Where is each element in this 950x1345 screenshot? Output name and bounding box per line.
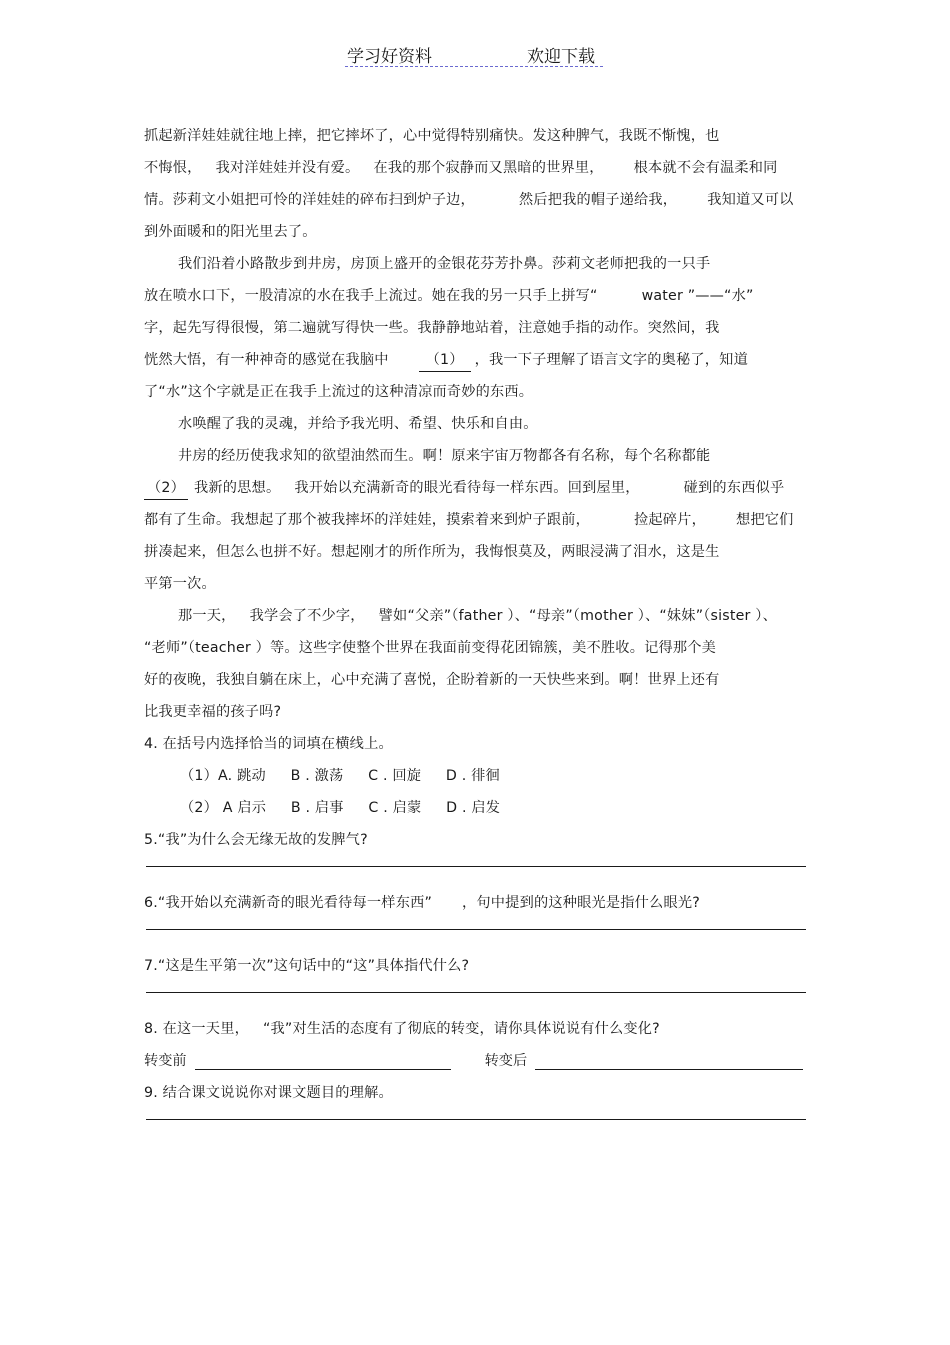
text: 捡起碎片， bbox=[634, 512, 706, 528]
text: 我们沿着小路散步到井房，房顶上盛开的金银花芬芳扑鼻。莎莉文老师把我的一只手 bbox=[178, 256, 711, 272]
option[interactable]: B . 激荡 bbox=[290, 768, 344, 784]
question-4-stem: 4. 在括号内选择恰当的词填在横线上。 bbox=[144, 736, 393, 752]
text: 到外面暖和的阳光里去了。 bbox=[144, 224, 317, 240]
option[interactable]: D . 启发 bbox=[446, 800, 501, 816]
text: 水唤醒了我的灵魂，并给予我光明、希望、快乐和自由。 bbox=[178, 416, 538, 432]
option[interactable]: C . 启蒙 bbox=[368, 800, 422, 816]
text: 井房的经历使我求知的欲望油然而生。啊！原来宇宙万物都各有名称，每个名称都能 bbox=[178, 448, 711, 464]
passage-line bbox=[144, 504, 814, 536]
document-body bbox=[144, 120, 814, 1140]
text: 根本就不会有温柔和同 bbox=[633, 160, 778, 176]
passage-line bbox=[144, 472, 814, 504]
passage-line bbox=[144, 408, 814, 440]
text: ，句中提到的这种眼光是指什么眼光? bbox=[462, 895, 700, 911]
before-answer-line[interactable] bbox=[195, 1053, 451, 1070]
answer-line-5[interactable] bbox=[146, 866, 806, 867]
text: 譬如“父亲”（father ）、“母亲”（mother ）、“妹妹”（sister ）、 bbox=[378, 608, 777, 624]
text: 都有了生命。我想起了那个被我摔坏的洋娃娃，摸索着来到炉子跟前， bbox=[144, 512, 591, 528]
option[interactable]: B . 启事 bbox=[290, 800, 344, 816]
passage-line bbox=[144, 664, 814, 696]
before-label: 转变前 bbox=[144, 1053, 187, 1069]
question-8-answers bbox=[144, 1045, 814, 1077]
option[interactable]: （1）A. 跳动 bbox=[180, 768, 266, 784]
text: 6.“我开始以充满新奇的眼光看待每一样东西” bbox=[144, 895, 433, 911]
passage-line bbox=[144, 536, 814, 568]
passage-line bbox=[144, 376, 814, 408]
passage-line bbox=[144, 248, 814, 280]
option[interactable]: （2） A 启示 bbox=[180, 800, 267, 816]
text: 那一天， bbox=[178, 608, 236, 624]
question-4-options-2 bbox=[144, 792, 814, 824]
text: 然后把我的帽子递给我， bbox=[518, 192, 678, 208]
text: 在我的那个寂静而又黑暗的世界里， bbox=[373, 160, 604, 176]
text: 我对洋娃娃并没有爱。 bbox=[215, 160, 360, 176]
passage-line bbox=[144, 344, 814, 376]
option[interactable]: C . 回旋 bbox=[368, 768, 422, 784]
text: 放在喷水口下，一股清凉的水在我手上流过。她在我的另一只手上拼写“ bbox=[144, 288, 598, 304]
text: “我”对生活的态度有了彻底的转变，请你具体说说有什么变化? bbox=[262, 1021, 660, 1037]
text: 想把它们 bbox=[735, 512, 794, 528]
passage-line bbox=[144, 184, 814, 216]
passage-line bbox=[144, 120, 814, 152]
answer-line-6[interactable] bbox=[146, 929, 806, 930]
text: ，我一下子理解了语言文字的奥秘了，知道 bbox=[474, 352, 748, 368]
text: 比我更幸福的孩子吗? bbox=[144, 704, 282, 720]
header-right-text: 欢迎下载 bbox=[527, 47, 595, 67]
text: “老师”（teacher ）等。这些字使整个世界在我面前变得花团锦簇，美不胜收。记得那个美 bbox=[144, 640, 717, 656]
passage-line bbox=[144, 216, 814, 248]
text: 恍然大悟，有一种神奇的感觉在我脑中 bbox=[144, 352, 389, 368]
text: 抓起新洋娃娃就往地上摔，把它摔坏了，心中觉得特别痛快。发这种脾气，我既不惭愧，也 bbox=[144, 128, 720, 144]
text: 我知道又可以 bbox=[707, 192, 794, 208]
question-6 bbox=[144, 887, 814, 919]
header-left-text: 学习好资料 bbox=[347, 47, 432, 67]
passage-line bbox=[144, 440, 814, 472]
passage-line bbox=[144, 280, 814, 312]
passage-line bbox=[144, 696, 814, 728]
text: 字，起先写得很慢，第二遍就写得快一些。我静静地站着，注意她手指的动作。突然间，我 bbox=[144, 320, 720, 336]
text: 我学会了不少字， bbox=[249, 608, 365, 624]
passage-line bbox=[144, 632, 814, 664]
passage-line bbox=[144, 600, 814, 632]
question-4-options-1 bbox=[144, 760, 814, 792]
question-9: 9. 结合课文说说你对课文题目的理解。 bbox=[144, 1085, 393, 1101]
text: 了“水”这个字就是正在我手上流过的这种清凉而奇妙的东西。 bbox=[144, 384, 534, 400]
passage-line bbox=[144, 312, 814, 344]
text: 平第一次。 bbox=[144, 576, 216, 592]
passage-line bbox=[144, 568, 814, 600]
text: 碰到的东西似乎 bbox=[683, 480, 785, 496]
passage-line bbox=[144, 152, 814, 184]
question-8 bbox=[144, 1013, 814, 1045]
question-7: 7.“这是生平第一次”这句话中的“这”具体指代什么? bbox=[144, 958, 470, 974]
answer-line-9[interactable] bbox=[146, 1119, 806, 1120]
after-answer-line[interactable] bbox=[535, 1053, 803, 1070]
option[interactable]: D . 徘徊 bbox=[445, 768, 500, 784]
text: 情。莎莉文小姐把可怜的洋娃娃的碎布扫到炉子边， bbox=[144, 192, 475, 208]
text: 我新的思想。 bbox=[194, 480, 281, 496]
answer-line-7[interactable] bbox=[146, 992, 806, 993]
question-5: 5.“我”为什么会无缘无故的发脾气? bbox=[144, 832, 368, 848]
page-header bbox=[345, 40, 603, 67]
text: 我开始以充满新奇的眼光看待每一样东西。回到屋里， bbox=[294, 480, 640, 496]
text: 8. 在这一天里， bbox=[144, 1021, 249, 1037]
text: 好的夜晚，我独自躺在床上，心中充满了喜悦，企盼着新的一天快些来到。啊！世界上还有 bbox=[144, 672, 720, 688]
text: 拼凑起来，但怎么也拼不好。想起刚才的所作所为，我悔恨莫及，两眼浸满了泪水，这是生 bbox=[144, 544, 720, 560]
text: water ”——“水” bbox=[641, 288, 754, 304]
blank-1[interactable]: （1） bbox=[419, 349, 471, 372]
text: 不悔恨， bbox=[144, 160, 202, 176]
after-label: 转变后 bbox=[484, 1053, 528, 1069]
blank-2[interactable]: （2） bbox=[144, 477, 188, 500]
